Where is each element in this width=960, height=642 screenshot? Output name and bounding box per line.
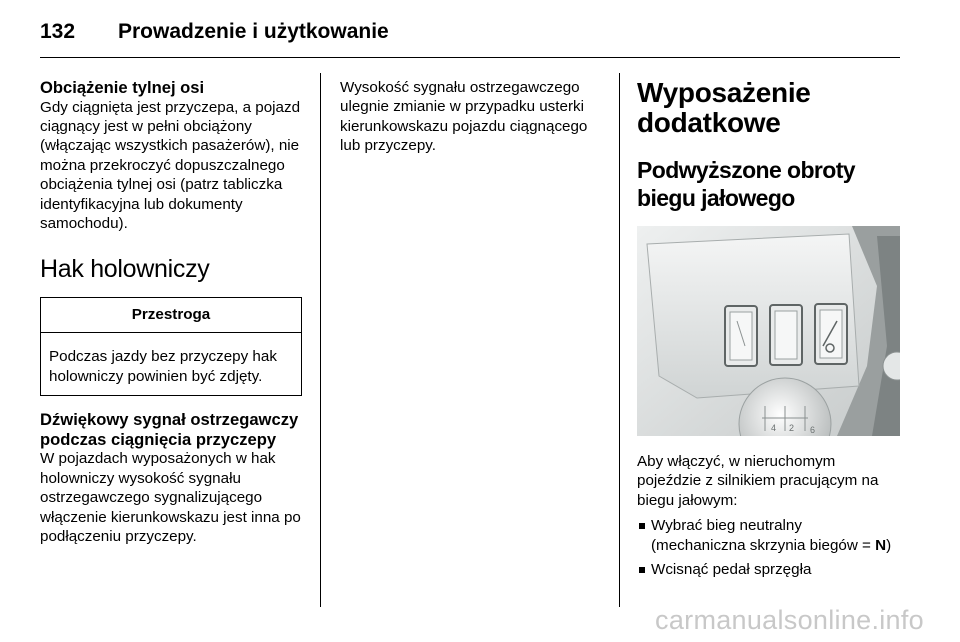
sound-signal-text: W pojazdach wyposażonych w hak holowniczy wysokość sygnału ostrzegawczego sygnalizującego włączenie kierunkowskazu jest inna po podłączeniu przyczepy. xyxy=(40,450,301,546)
activation-intro: Aby włączyć, w nieruchomym pojeździe z silnikiem pracującym na biegu jałowym: xyxy=(637,453,879,509)
warning-box xyxy=(40,297,302,396)
towbar-heading: Hak holowniczy xyxy=(40,255,210,284)
list-item xyxy=(637,560,900,579)
warning-text: Podczas jazdy bez przyczepy hak holowniczy powinien być zdjęty. xyxy=(49,348,277,385)
page-header xyxy=(40,12,920,52)
activation-steps xyxy=(637,516,900,579)
rear-axle-text: Gdy ciągnięta jest przyczepa, a pojazd ciągnący jest w pełni obciążony (włączając wszystkich pasażerów), nie można przekroczyć dopuszczalnego obciążenia tylnej osi (patrz tabliczka identyfikacyjna lub dokumenty samochodu). xyxy=(40,98,301,233)
gear-label-4: 4 xyxy=(771,423,777,433)
sound-signal-heading: Dźwiękowy sygnał ostrzegawczy podczas ciągnięcia przyczepy xyxy=(40,410,299,449)
step-clutch-text: Wcisnąć pedał sprzęgła xyxy=(651,561,812,579)
rear-axle-heading: Obciążenie tylnej osi xyxy=(40,78,205,97)
list-item xyxy=(637,516,900,555)
step-neutral-text: Wybrać bieg neutralny (mechaniczna skrzynia biegów = xyxy=(651,517,871,554)
bullet-square-icon xyxy=(639,567,645,573)
column-2 xyxy=(340,78,606,156)
accessories-heading: Wyposażenie dodatkowe xyxy=(637,77,811,138)
page-number: 132 xyxy=(40,20,76,43)
column-divider-2 xyxy=(619,73,620,607)
site-watermark: carmanualsonline.info xyxy=(655,605,924,635)
section-title: Prowadzenie i użytkowanie xyxy=(118,20,389,43)
gear-label-2: 2 xyxy=(789,423,795,433)
signal-change-text: Wysokość sygnału ostrzegawczego ulegnie zmianie w przypadku usterki kierunkowskazu pojazdu ciągnącego lub przyczepy. xyxy=(340,79,588,155)
header-rule xyxy=(40,57,900,58)
column-3 xyxy=(637,78,900,584)
idle-speed-heading: Podwyższone obroty biegu jałowego xyxy=(637,157,855,211)
gear-label-6: 6 xyxy=(810,425,816,435)
warning-title: Przestroga xyxy=(41,298,301,333)
column-1 xyxy=(40,78,302,546)
idle-speed-switch-panel-photo xyxy=(637,226,900,436)
step-neutral-close: ) xyxy=(886,536,892,554)
neutral-gear-symbol: N xyxy=(875,536,887,554)
bullet-square-icon xyxy=(639,523,645,529)
column-divider-1 xyxy=(320,73,321,607)
